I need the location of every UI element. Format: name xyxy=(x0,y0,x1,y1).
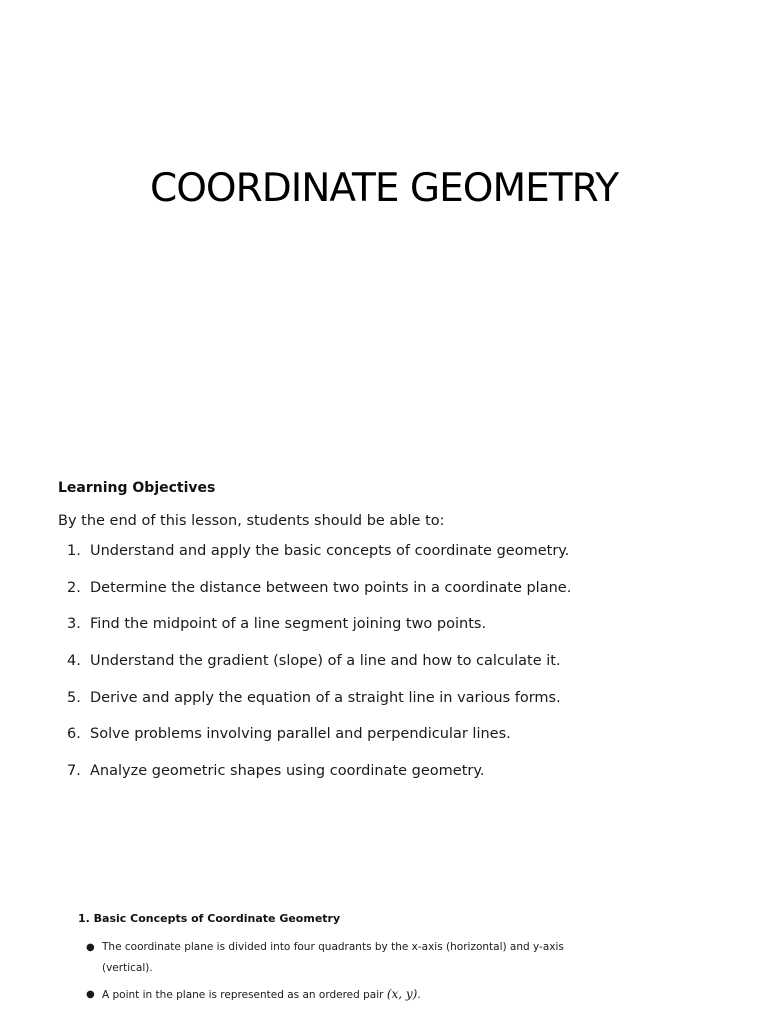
learning-objectives-list xyxy=(58,543,738,800)
objective-text: Understand the gradient (slope) of a line and how to calculate it. xyxy=(90,653,561,670)
bullet-dot-icon: ● xyxy=(86,989,95,1000)
objective-text: Solve problems involving parallel and perpendicular lines. xyxy=(90,726,511,743)
section-heading: 1. Basic Concepts of Coordinate Geometry xyxy=(78,912,341,925)
objective-item xyxy=(58,580,738,617)
learning-objectives-heading: Learning Objectives xyxy=(58,480,216,496)
objective-text: Derive and apply the equation of a straight line in various forms. xyxy=(90,689,561,706)
objective-text: Analyze geometric shapes using coordinate geometry. xyxy=(90,763,485,780)
objective-number: 5. xyxy=(67,689,81,706)
objective-number: 1. xyxy=(67,543,81,559)
objective-number: 2. xyxy=(67,579,81,596)
bullet-list xyxy=(78,937,738,1006)
objective-number: 6. xyxy=(67,726,81,743)
objective-item xyxy=(58,690,738,727)
math-expression: (x, y) xyxy=(386,987,418,1001)
learning-objectives-section xyxy=(58,480,738,800)
bullet-item xyxy=(78,984,602,1006)
objective-text: Determine the distance between two points in a coordinate plane. xyxy=(90,579,572,596)
bullet-suffix: . xyxy=(417,989,421,1001)
objective-item xyxy=(58,726,738,763)
objective-number: 3. xyxy=(67,616,81,633)
objective-text: Understand and apply the basic concepts of coordinate geometry. xyxy=(90,543,570,559)
objective-item xyxy=(58,543,738,580)
basic-concepts-section xyxy=(78,912,738,1011)
bullet-item xyxy=(78,937,602,979)
objective-item xyxy=(58,763,738,800)
objective-number: 4. xyxy=(67,653,81,670)
bullet-text: The coordinate plane is divided into four quadrants by the x-axis (horizontal) and y-axis (vertical). xyxy=(102,941,564,974)
bullet-text: A point in the plane is represented as an ordered pair xyxy=(102,989,387,1001)
objective-number: 7. xyxy=(67,763,81,780)
bullet-dot-icon: ● xyxy=(86,942,95,953)
objective-item xyxy=(58,616,738,653)
document-title: COORDINATE GEOMETRY xyxy=(149,166,619,211)
objective-text: Find the midpoint of a line segment joining two points. xyxy=(90,616,487,633)
objective-item xyxy=(58,653,738,690)
learning-objectives-intro: By the end of this lesson, students should be able to: xyxy=(58,513,445,529)
